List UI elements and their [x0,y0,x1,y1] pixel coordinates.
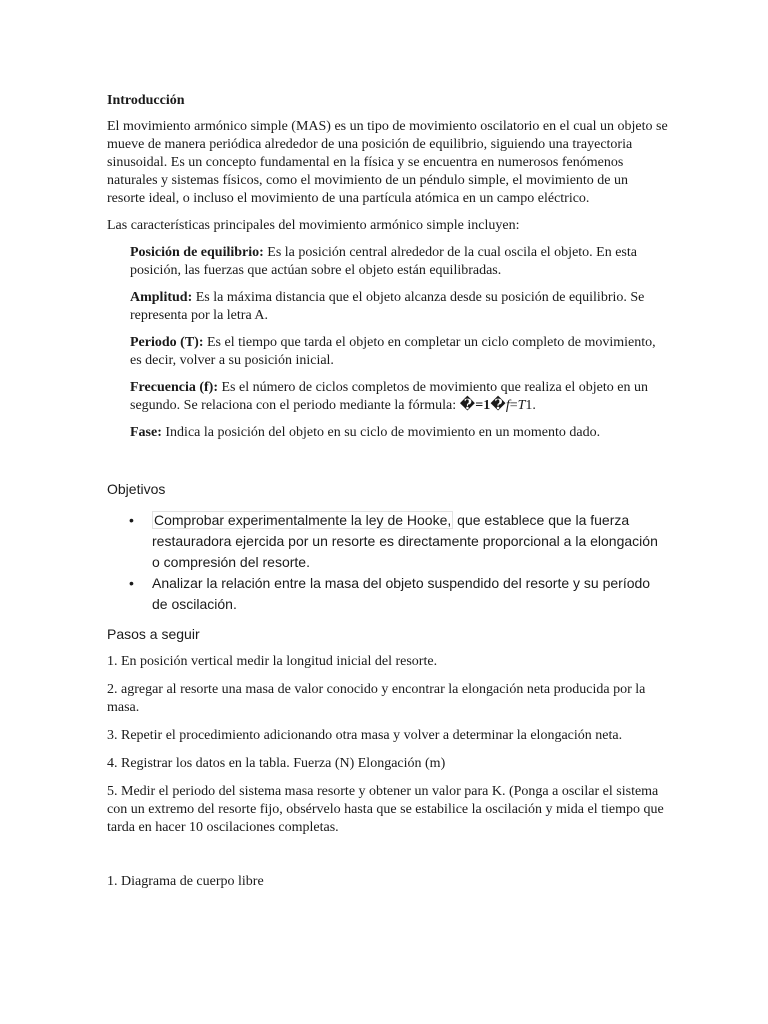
step-item: 1. En posición vertical medir la longitud inicial del resorte. [107,654,438,669]
intro-heading: Introducción [107,93,185,108]
characteristic-phase [130,424,668,442]
formula-part: �=1� [459,398,506,413]
step-item: 2. agregar al resorte una masa de valor conocido y encontrar la elongación neta producida por la masa. [107,682,646,715]
characteristics-lead: Las características principales del movimiento armónico simple incluyen: [107,218,520,233]
formula-part: f [505,398,510,413]
characteristic-amplitude [130,289,668,325]
characteristics-list [130,244,668,442]
objective-text: Analizar la relación entre la masa del objeto suspendido del resorte y su período de oscilación. [152,575,651,612]
characteristic-text: Es el número de ciclos completos de movimiento que realiza el objeto en un segundo. Se relaciona con el periodo mediante la fórmula: [130,380,648,413]
characteristic-text: Es la máxima distancia que el objeto alcanza desde su posición de equilibrio. Se representa por la letra A. [130,290,645,323]
formula [460,398,536,413]
characteristic-text: Indica la posición del objeto en su ciclo de movimiento en un momento dado. [161,425,601,440]
step-item: 5. Medir el periodo del sistema masa resorte y obtener un valor para K. (Ponga a oscilar el sistema con un extremo del resorte fijo, obsérvelo hasta que se estabilice la oscilación y mida el tiempo que tarda en hacer 10 oscilaciones completas. [107,784,664,835]
characteristic-frequency [130,379,668,415]
formula-part: T [517,398,526,413]
characteristic-text: Es la posición central alrededor de la cual oscila el objeto. En esta posición, las fuerzas que actúan sobre el objeto están equilibradas. [130,245,637,278]
objective-text: que establece que la fuerza restauradora ejercida por un resorte es directamente proporcional a la elongación o compresión del resorte. [152,512,658,570]
formula-part: = [509,398,518,413]
steps-heading: Pasos a seguir [107,626,200,642]
objectives-list [107,510,668,615]
diagram-label: 1. Diagrama de cuerpo libre [107,874,264,889]
characteristic-term: Fase: [130,425,162,440]
characteristic-period [130,334,668,370]
objectives-heading: Objetivos [107,481,166,497]
step-item: 3. Repetir el procedimiento adicionando otra masa y volver a determinar la elongación neta. [107,728,623,743]
characteristic-term: Posición de equilibrio: [130,245,264,260]
bullet-icon: • [129,512,134,528]
bullet-icon: • [129,575,134,591]
hooke-law-link[interactable]: Comprobar experimentalmente la ley de Hooke, [154,512,452,528]
characteristic-text: Es el tiempo que tarda el objeto en completar un ciclo completo de movimiento, es decir, volver a su posición inicial. [130,335,656,368]
characteristic-term: Amplitud: [130,290,193,305]
objective-item [107,573,668,615]
intro-paragraph: El movimiento armónico simple (MAS) es un tipo de movimiento oscilatorio en el cual un objeto se mueve de manera periódica alrededor de una posición de equilibrio, siguiendo una trayectoria sinusoidal. Es un concepto fundamental en la física y se encuentra en numerosos fenómenos naturales y sistemas físicos, como el movimiento de un péndulo simple, el movimiento de un resorte ideal, o incluso el movimiento de una partícula atómica en un campo eléctrico. [107,119,668,206]
objective-item [107,510,668,573]
characteristic-term: Frecuencia (f): [130,380,218,395]
step-item: 4. Registrar los datos en la tabla. Fuerza (N) Elongación (m) [107,756,446,771]
characteristic-term: Periodo (T): [130,335,204,350]
characteristic-equilibrium [130,244,668,280]
formula-part: 1. [525,398,536,413]
